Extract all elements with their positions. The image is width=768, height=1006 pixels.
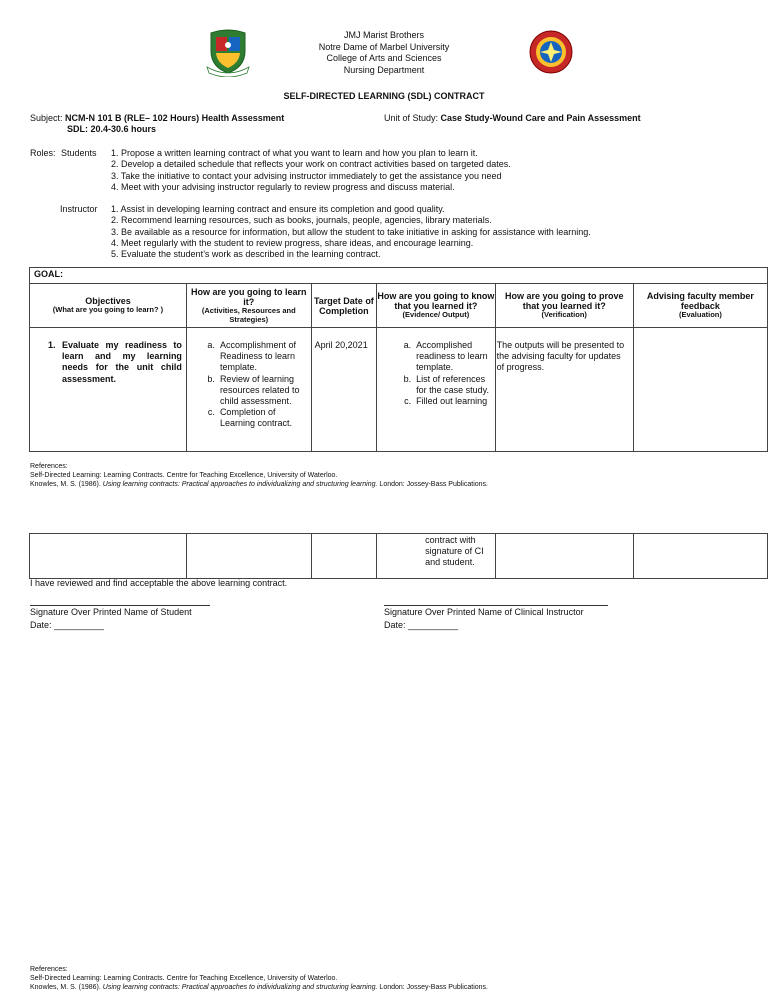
contract-table-continued (29, 533, 768, 579)
sdl-hours: SDL: 20.4-30.6 hours (67, 124, 157, 134)
reference-2 (30, 480, 488, 489)
activities-cell (186, 328, 311, 452)
verification-cell (495, 534, 633, 579)
goal-row (30, 268, 768, 284)
reference-author: Knowles, M. S. (1986). (30, 481, 103, 488)
list-item: 5. Evaluate the student’s work as described in the learning contract. (111, 249, 381, 260)
unit-label: Unit of Study: (384, 113, 439, 123)
target-date: April 20,2021 (314, 340, 368, 350)
activities-list (201, 340, 307, 430)
item-marker: c. (207, 407, 215, 418)
objective-cell (30, 534, 187, 579)
header-main: How are you going to know that you learned it? (377, 291, 495, 312)
student-roles-list (111, 148, 511, 193)
list-item: 3. Be available as a resource for information, but allow the student to take initiative in asking for assistance with learning. (111, 226, 591, 237)
subject-value: NCM-N 101 B (RLE– 102 Hours) Health Assessment (65, 113, 285, 123)
item-text: Filled out learning (416, 396, 488, 407)
evidence-continued: contract with signature of CI and student. (425, 535, 484, 568)
header-line-4: Nursing Department (343, 64, 425, 75)
subject-line (30, 113, 284, 124)
verification-text: The outputs will be presented to the advising faculty for updates of progress. (496, 340, 625, 373)
instructor-roles-list (111, 204, 591, 260)
reference-publisher: London: Jossey-Bass Publications. (377, 984, 488, 991)
instructor-signature-line (384, 605, 608, 606)
header-sub: (Evidence/ Output) (402, 310, 470, 320)
list-item: 2. Recommend learning resources, such as books, journals, people, agencies, library materials. (111, 215, 492, 226)
header-evaluation (633, 284, 767, 328)
evaluation-cell (633, 328, 767, 452)
item-marker: a. (207, 340, 215, 350)
target-date-cell (311, 328, 376, 452)
list-item: 4. Meet regularly with the student to review progress, share ideas, and encourage learning. (111, 237, 474, 248)
header-sub: (Verification) (541, 310, 587, 320)
instructor-date: Date: __________ (384, 620, 459, 630)
header-main: Objectives (85, 296, 131, 307)
header-main: Advising faculty member feedback (646, 291, 754, 312)
reference-publisher: London: Jossey-Bass Publications. (377, 481, 488, 488)
header-line-1: JMJ Marist Brothers (343, 30, 424, 40)
header-learn (186, 284, 311, 328)
header-line-2: Notre Dame of Marbel University (318, 41, 450, 52)
target-date-cell (311, 534, 376, 579)
objective-number: 1. (48, 340, 56, 350)
objective-text: Evaluate my readiness to learn and my learning needs for the unit child assessment. (62, 340, 182, 384)
list-item: 4. Meet with your advising instructor regularly to review progress and discuss material. (111, 181, 455, 192)
reference-1: Self-Directed Learning: Learning Contracts. Centre for Teaching Excellence, University of Waterloo. (30, 472, 338, 479)
reference-title: Using learning contracts: Practical approaches to individualizing and structuring learning. (102, 984, 378, 991)
list-item (397, 396, 491, 407)
item-text: Review of learning resources related to child assessment. (219, 373, 300, 407)
institution-header (0, 30, 768, 76)
list-item (201, 340, 307, 374)
list-item (397, 374, 491, 396)
unit-value: Case Study-Wound Care and Pain Assessment (440, 113, 641, 123)
student-signature-label: Signature Over Printed Name of Student (30, 607, 192, 617)
item-marker: c. (404, 396, 412, 407)
header-main: How are you going to prove that you learned it? (504, 291, 624, 312)
instructor-signature-label: Signature Over Printed Name of Clinical Instructor (384, 607, 584, 617)
subject-label: Subject: (30, 113, 63, 123)
list-item: 3. Take the initiative to contact your advising instructor immediately to get the assistance you need (111, 170, 502, 181)
evidence-cell (377, 328, 495, 452)
student-date: Date: __________ (30, 620, 105, 630)
acceptance-statement: I have reviewed and find acceptable the above learning contract. (30, 578, 288, 588)
reference-author: Knowles, M. S. (1986). (30, 984, 103, 991)
list-item (397, 340, 491, 374)
table-row (30, 328, 768, 452)
references-label: References: (30, 966, 68, 973)
reference-title: Using learning contracts: Practical approaches to individualizing and structuring learning. (102, 481, 378, 488)
goal-label: GOAL: (34, 269, 63, 279)
header-target-date (311, 284, 376, 328)
table-row (30, 534, 768, 579)
header-sub: (What are you going to learn? ) (52, 305, 164, 315)
header-main: How are you going to learn it? (191, 287, 307, 307)
header-sub: (Evaluation) (678, 310, 722, 320)
references-block-footer (30, 965, 488, 992)
item-text: List of references for the case study. (416, 373, 489, 395)
list-item: 1. Propose a written learning contract of what you want to learn and how you plan to learn it. (111, 148, 478, 158)
header-objectives (30, 284, 187, 328)
student-signature-line (30, 605, 210, 606)
list-item: 1. Assist in developing learning contract and ensure its completion and good quality. (111, 204, 445, 214)
contract-table (29, 267, 768, 452)
evidence-cell (377, 534, 495, 579)
item-text: Accomplishment of Readiness to learn template. (219, 340, 296, 373)
item-marker: a. (403, 340, 412, 350)
item-marker: b. (207, 373, 215, 384)
item-text: Completion of Learning contract. (219, 407, 292, 429)
header-evidence (377, 284, 495, 328)
evidence-list (397, 340, 491, 407)
references-block (30, 462, 488, 489)
activities-cell (186, 534, 311, 579)
unit-of-study (384, 113, 641, 124)
list-item (201, 407, 307, 429)
document-title: SELF-DIRECTED LEARNING (SDL) CONTRACT (283, 91, 485, 101)
references-label: References: (30, 463, 68, 470)
list-item: 2. Develop a detailed schedule that reflects your work on contract activities based on targeted dates. (111, 159, 511, 170)
header-verification (495, 284, 633, 328)
header-line-3: College of Arts and Sciences (326, 53, 442, 63)
roles-label: Roles: (30, 148, 56, 158)
evaluation-cell (633, 534, 767, 579)
list-item (201, 374, 307, 408)
item-marker: b. (403, 373, 412, 384)
header-sub: (Activities, Resources and Strategies) (201, 306, 296, 324)
instructor-label: Instructor (60, 204, 98, 214)
students-label: Students (61, 148, 97, 158)
item-text: Accomplished readiness to learn template. (416, 340, 488, 373)
verification-cell (495, 328, 633, 452)
reference-1: Self-Directed Learning: Learning Contracts. Centre for Teaching Excellence, University of Waterloo. (30, 975, 338, 982)
header-main: Target Date of Completion (313, 295, 374, 316)
objective-cell (30, 328, 187, 452)
reference-2 (30, 983, 488, 992)
